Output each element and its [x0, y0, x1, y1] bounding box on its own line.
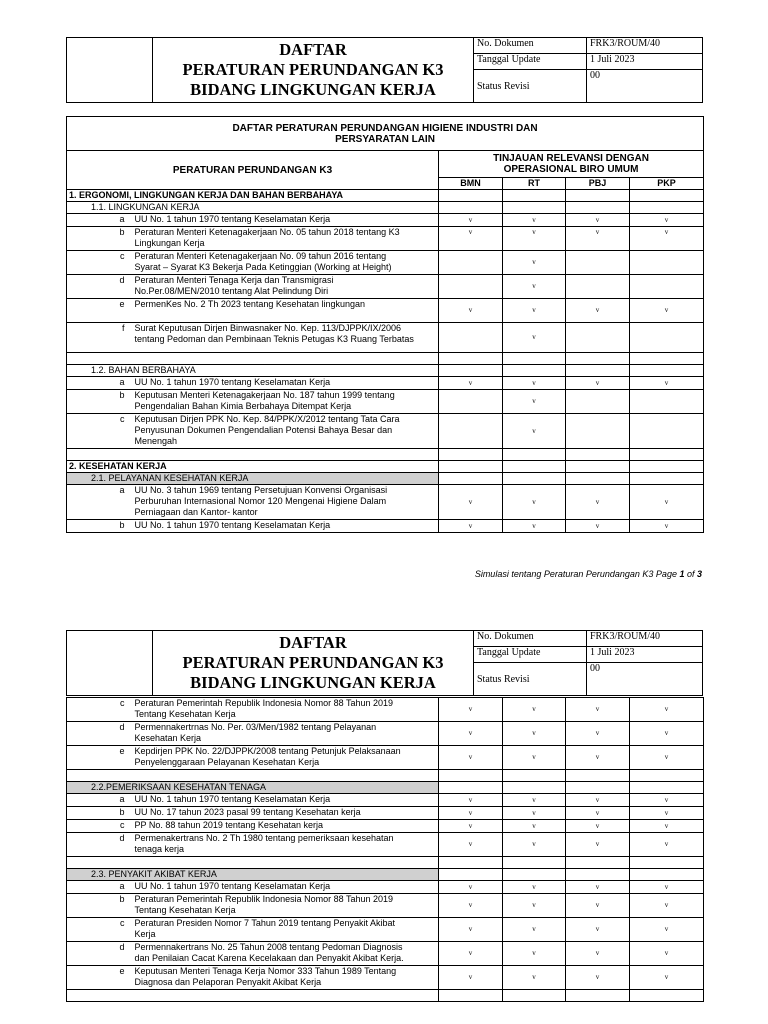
item-letter: b — [67, 520, 133, 533]
relevance-mark: v — [566, 807, 630, 820]
regulation-text — [133, 918, 439, 942]
regulation-line: Peraturan Menteri Ketenagakerjaan No. 09 tahun 2016 tentang — [134, 251, 387, 261]
regulation-line: UU No. 3 tahun 1969 tentang Persetujuan Konvensi Organisasi — [134, 485, 388, 495]
empty-cell — [133, 857, 439, 869]
relevance-mark: v — [439, 894, 503, 918]
regulation-row — [67, 390, 704, 414]
meta-value: 00 — [587, 70, 703, 103]
regulation-text — [133, 414, 439, 449]
regulation-table — [66, 116, 704, 533]
mark-cell — [503, 869, 566, 881]
empty-cell — [503, 353, 566, 365]
mark-cell — [630, 473, 704, 485]
empty-cell — [630, 770, 704, 782]
item-letter: a — [67, 794, 133, 807]
relevance-mark: v — [630, 807, 704, 820]
empty-cell — [67, 770, 133, 782]
relevance-mark: v — [439, 299, 503, 323]
mark-cell — [439, 473, 503, 485]
regulation-line: Permennakertrnas No. Per. 03/Men/1982 tentang Pelayanan — [134, 722, 377, 732]
relevance-mark: v — [503, 414, 566, 449]
relevance-mark: v — [503, 299, 566, 323]
empty-cell — [439, 353, 503, 365]
relevance-mark: v — [566, 520, 630, 533]
document-header — [66, 630, 703, 696]
empty-cell — [566, 857, 630, 869]
empty-cell — [439, 990, 503, 1002]
regulation-line: Kepdirjen PPK No. 22/DJPPK/2008 tentang Petunjuk Pelaksanaan — [134, 746, 401, 756]
relevance-mark: v — [566, 881, 630, 894]
regulation-row — [67, 881, 704, 894]
mark-cell — [503, 190, 566, 202]
empty-cell — [503, 770, 566, 782]
mark-cell — [630, 202, 704, 214]
item-letter: d — [67, 942, 133, 966]
regulation-row — [67, 214, 704, 227]
item-letter: e — [67, 966, 133, 990]
mark-cell — [503, 473, 566, 485]
relevance-mark: v — [439, 918, 503, 942]
relevance-mark: v — [630, 520, 704, 533]
regulation-line: tentang Pedoman dan Pembinaan Teknis Petugas K3 Ruang Terbatas — [134, 334, 414, 344]
regulation-text — [133, 214, 439, 227]
item-letter: d — [67, 722, 133, 746]
mark-cell — [439, 782, 503, 794]
regulation-line: Tentang Kesehatan Kerja — [134, 905, 236, 915]
regulation-row — [67, 942, 704, 966]
relevance-mark: v — [630, 794, 704, 807]
relevance-mark — [566, 323, 630, 353]
empty-cell — [503, 449, 566, 461]
empty-cell — [630, 857, 704, 869]
item-letter: b — [67, 807, 133, 820]
relevance-mark: v — [630, 820, 704, 833]
regulation-line: PP No. 88 tahun 2019 tentang Kesehatan kerja — [134, 820, 323, 830]
regulation-row — [67, 299, 704, 323]
logo-cell — [67, 631, 153, 696]
meta-value: 1 Juli 2023 — [587, 647, 703, 663]
regulation-text — [133, 820, 439, 833]
mark-cell — [630, 869, 704, 881]
item-letter: f — [67, 323, 133, 353]
empty-cell — [133, 990, 439, 1002]
relevance-mark: v — [630, 833, 704, 857]
empty-cell — [439, 449, 503, 461]
regulation-text — [133, 942, 439, 966]
empty-cell — [630, 990, 704, 1002]
relevance-mark: v — [439, 227, 503, 251]
mark-cell — [566, 461, 630, 473]
regulation-line: Permenakertrans No. 2 Th 1980 tentang pemeriksaan kesehatan — [134, 833, 394, 843]
regulation-row — [67, 894, 704, 918]
empty-cell — [630, 353, 704, 365]
subsection-heading: 1.2. BAHAN BERBAHAYA — [67, 365, 439, 377]
relevance-mark: v — [566, 485, 630, 520]
regulation-row — [67, 698, 704, 722]
relevance-mark: v — [630, 227, 704, 251]
relevance-mark: v — [439, 722, 503, 746]
relevance-mark: v — [566, 299, 630, 323]
regulation-row — [67, 833, 704, 857]
mark-cell — [630, 461, 704, 473]
mark-cell — [439, 202, 503, 214]
relevance-mark: v — [503, 485, 566, 520]
meta-label: No. Dokumen — [474, 38, 587, 54]
relevance-mark: v — [439, 942, 503, 966]
regulation-line: Syarat – Syarat K3 Bekerja Pada Ketinggian (Working at Height) — [134, 262, 392, 272]
mark-cell — [503, 202, 566, 214]
relevance-mark: v — [566, 918, 630, 942]
regulation-text — [133, 227, 439, 251]
regulation-line: Perburuhan Internasional Nomor 120 Mengenai Higiene Dalam — [134, 496, 387, 506]
empty-cell — [503, 857, 566, 869]
item-letter: c — [67, 820, 133, 833]
relevance-mark: v — [503, 966, 566, 990]
regulation-text — [133, 299, 439, 323]
relevance-mark: v — [566, 942, 630, 966]
relevance-mark — [630, 414, 704, 449]
relevance-mark: v — [503, 894, 566, 918]
relevance-mark: v — [439, 794, 503, 807]
empty-cell — [133, 770, 439, 782]
item-letter: b — [67, 227, 133, 251]
regulation-line: Permennakertrans No. 25 Tahun 2008 tentang Pedoman Diagnosis — [134, 942, 403, 952]
relevance-mark — [630, 390, 704, 414]
regulation-row — [67, 746, 704, 770]
empty-cell — [566, 449, 630, 461]
relevance-mark: v — [630, 214, 704, 227]
relevance-mark: v — [503, 918, 566, 942]
regulation-text — [133, 390, 439, 414]
section-heading: 1. ERGONOMI, LINGKUNGAN KERJA DAN BAHAN BERBAHAYA — [67, 190, 439, 202]
regulation-line: Lingkungan Kerja — [134, 238, 205, 248]
relevance-mark: v — [630, 894, 704, 918]
regulation-text — [133, 275, 439, 299]
regulation-row — [67, 323, 704, 353]
meta-label: Tanggal Update — [474, 647, 587, 663]
regulation-row — [67, 820, 704, 833]
meta-label: Tanggal Update — [474, 54, 587, 70]
regulation-line: Peraturan Pemerintah Republik Indonesia Nomor 88 Tahun 2019 — [134, 894, 393, 904]
regulation-line: Tentang Kesehatan Kerja — [134, 709, 236, 719]
relevance-mark: v — [503, 942, 566, 966]
empty-cell — [67, 353, 133, 365]
relevance-mark: v — [630, 918, 704, 942]
relevance-mark: v — [566, 722, 630, 746]
relevance-mark: v — [566, 966, 630, 990]
empty-cell — [67, 449, 133, 461]
relevance-mark: v — [566, 746, 630, 770]
empty-cell — [133, 449, 439, 461]
relevance-mark — [630, 323, 704, 353]
meta-value: FRK3/ROUM/40 — [587, 631, 703, 647]
relevance-mark: v — [630, 966, 704, 990]
regulation-text — [133, 520, 439, 533]
item-letter: a — [67, 881, 133, 894]
relevance-mark: v — [566, 820, 630, 833]
relevance-mark — [630, 275, 704, 299]
document-header — [66, 37, 703, 103]
relevance-mark: v — [439, 520, 503, 533]
meta-value: 00 — [587, 663, 703, 696]
regulation-line: Surat Keputusan Dirjen Binwasnaker No. Kep. 113/DJPPK/IX/2006 — [134, 323, 401, 333]
relevance-mark — [566, 251, 630, 275]
regulation-line: Keputusan Menteri Tenaga Kerja Nomor 333 Tahun 1989 Tentang — [134, 966, 397, 976]
relevance-mark: v — [566, 794, 630, 807]
relevance-mark: v — [503, 833, 566, 857]
relevance-mark: v — [439, 966, 503, 990]
relevance-mark: v — [503, 323, 566, 353]
item-letter: c — [67, 251, 133, 275]
relevance-mark: v — [439, 485, 503, 520]
mark-cell — [630, 190, 704, 202]
relevance-mark: v — [630, 881, 704, 894]
regulation-line: UU No. 1 tahun 1970 tentang Keselamatan Kerja — [134, 214, 331, 224]
regulation-text — [133, 807, 439, 820]
relevance-mark: v — [630, 377, 704, 390]
mark-cell — [439, 190, 503, 202]
regulation-line: UU No. 1 tahun 1970 tentang Keselamatan Kerja — [134, 520, 331, 530]
regulation-line: UU No. 17 tahun 2023 pasal 99 tentang Kesehatan kerja — [134, 807, 361, 817]
logo-cell — [67, 38, 153, 103]
regulation-row — [67, 275, 704, 299]
regulation-text — [133, 323, 439, 353]
meta-value: FRK3/ROUM/40 — [587, 38, 703, 54]
relevance-mark — [566, 390, 630, 414]
regulation-text — [133, 698, 439, 722]
relevance-mark: v — [503, 390, 566, 414]
regulation-line: UU No. 1 tahun 1970 tentang Keselamatan Kerja — [134, 794, 331, 804]
section-heading: 2. KESEHATAN KERJA — [67, 461, 439, 473]
empty-cell — [566, 990, 630, 1002]
meta-label: No. Dokumen — [474, 631, 587, 647]
relevance-mark: v — [439, 820, 503, 833]
regulation-line: Peraturan Pemerintah Republik Indonesia Nomor 88 Tahun 2019 — [134, 698, 393, 708]
relevance-mark: v — [566, 698, 630, 722]
regulation-line: Keputusan Menteri Ketenagakerjaan No. 187 tahun 1999 tentang — [134, 390, 395, 400]
unit-header: PKP — [630, 178, 704, 190]
mark-cell — [566, 190, 630, 202]
empty-cell — [503, 990, 566, 1002]
regulation-text — [133, 894, 439, 918]
regulation-text — [133, 881, 439, 894]
regulation-line: UU No. 1 tahun 1970 tentang Keselamatan Kerja — [134, 377, 331, 387]
regulation-line: PermenKes No. 2 Th 2023 tentang Kesehatan lingkungan — [134, 299, 365, 309]
item-letter: c — [67, 698, 133, 722]
item-letter: b — [67, 390, 133, 414]
empty-cell — [566, 353, 630, 365]
item-letter: a — [67, 485, 133, 520]
regulation-row — [67, 520, 704, 533]
regulation-line: Peraturan Menteri Tenaga Kerja dan Transmigrasi — [134, 275, 334, 285]
item-letter: a — [67, 214, 133, 227]
relevance-mark: v — [566, 833, 630, 857]
regulation-line: No.Per.08/MEN/2010 tentang Alat Pelindung Diri — [134, 286, 329, 296]
mark-cell — [503, 461, 566, 473]
regulation-line: tenaga kerja — [134, 844, 185, 854]
empty-cell — [630, 449, 704, 461]
regulation-row — [67, 918, 704, 942]
regulation-line: Penyusunan Dokumen Pengendalian Potensi Bahaya Besar dan — [134, 425, 393, 435]
item-letter: e — [67, 746, 133, 770]
regulation-row — [67, 377, 704, 390]
relevance-mark: v — [503, 520, 566, 533]
relevance-mark: v — [503, 377, 566, 390]
regulation-text — [133, 966, 439, 990]
regulation-text — [133, 722, 439, 746]
regulation-row — [67, 794, 704, 807]
regulation-line — [135, 310, 437, 321]
mark-cell — [630, 782, 704, 794]
subsection-heading: 2.2.PEMERIKSAAN KESEHATAN TENAGA — [67, 782, 439, 794]
empty-cell — [566, 770, 630, 782]
empty-cell — [133, 353, 439, 365]
regulation-line: Keputusan Dirjen PPK No. Kep. 84/PPK/X/2012 tentang Tata Cara — [134, 414, 400, 424]
relevance-mark: v — [566, 377, 630, 390]
relevance-mark: v — [630, 299, 704, 323]
relevance-mark — [439, 414, 503, 449]
mark-cell — [439, 869, 503, 881]
empty-cell — [67, 990, 133, 1002]
mark-cell — [566, 473, 630, 485]
mark-cell — [439, 365, 503, 377]
relevance-mark: v — [630, 485, 704, 520]
meta-value: 1 Juli 2023 — [587, 54, 703, 70]
empty-cell — [67, 857, 133, 869]
regulation-text — [133, 746, 439, 770]
regulation-text — [133, 377, 439, 390]
relevance-mark: v — [503, 807, 566, 820]
mark-cell — [503, 365, 566, 377]
subsection-heading: 2.1. PELAYANAN KESEHATAN KERJA — [67, 473, 439, 485]
relevance-mark — [630, 251, 704, 275]
empty-cell — [439, 857, 503, 869]
regulation-line: Menengah — [134, 436, 178, 446]
relevance-mark: v — [503, 881, 566, 894]
relevance-mark: v — [439, 807, 503, 820]
mark-cell — [566, 202, 630, 214]
regulation-row — [67, 722, 704, 746]
relevance-mark: v — [439, 746, 503, 770]
page-footer: Simulasi tentang Peraturan Perundangan K3 Page 1 of 3 — [474, 569, 702, 579]
regulation-line: Kesehatan Kerja — [134, 733, 202, 743]
document-title: DAFTAR PERATURAN PERUNDANGAN K3 BIDANG LINGKUNGAN KERJA — [153, 631, 474, 696]
relevance-mark: v — [503, 746, 566, 770]
relevance-mark: v — [566, 214, 630, 227]
relevance-mark: v — [439, 214, 503, 227]
item-letter: d — [67, 833, 133, 857]
relevance-mark: v — [439, 698, 503, 722]
regulation-line: UU No. 1 tahun 1970 tentang Keselamatan Kerja — [134, 881, 331, 891]
document-title: DAFTAR PERATURAN PERUNDANGAN K3 BIDANG LINGKUNGAN KERJA — [153, 38, 474, 103]
regulation-line: Kerja — [134, 929, 156, 939]
item-letter: e — [67, 299, 133, 323]
regulation-row — [67, 807, 704, 820]
regulation-line: Perniagaan dan Kantor- kantor — [134, 507, 258, 517]
regulation-row — [67, 966, 704, 990]
column-review-header: TINJAUAN RELEVANSI DENGAN OPERASIONAL BIRO UMUM — [439, 151, 704, 178]
relevance-mark: v — [630, 722, 704, 746]
meta-label: Status Revisi — [474, 70, 587, 103]
unit-header: BMN — [439, 178, 503, 190]
relevance-mark: v — [630, 942, 704, 966]
regulation-row — [67, 485, 704, 520]
regulation-row — [67, 251, 704, 275]
relevance-mark — [566, 414, 630, 449]
relevance-mark — [439, 390, 503, 414]
table-title: DAFTAR PERATURAN PERUNDANGAN HIGIENE INDUSTRI DAN PERSYARATAN LAIN — [67, 117, 704, 151]
relevance-mark: v — [439, 881, 503, 894]
relevance-mark — [439, 251, 503, 275]
regulation-text — [133, 251, 439, 275]
mark-cell — [566, 782, 630, 794]
regulation-line: Pengendalian Bahan Kimia Berbahaya Ditempat Kerja — [134, 401, 352, 411]
mark-cell — [566, 869, 630, 881]
relevance-mark: v — [630, 698, 704, 722]
item-letter: c — [67, 414, 133, 449]
relevance-mark: v — [503, 794, 566, 807]
relevance-mark — [566, 275, 630, 299]
relevance-mark: v — [566, 227, 630, 251]
relevance-mark: v — [439, 377, 503, 390]
relevance-mark: v — [503, 820, 566, 833]
unit-header: PBJ — [566, 178, 630, 190]
relevance-mark: v — [503, 251, 566, 275]
regulation-text — [133, 794, 439, 807]
relevance-mark: v — [566, 894, 630, 918]
regulation-text — [133, 485, 439, 520]
relevance-mark: v — [630, 746, 704, 770]
regulation-table — [66, 697, 704, 1002]
regulation-row — [67, 227, 704, 251]
relevance-mark: v — [503, 214, 566, 227]
item-letter: a — [67, 377, 133, 390]
regulation-text — [133, 833, 439, 857]
regulation-line: Penyelenggaraan Pelayanan Kesehatan Kerja — [134, 757, 320, 767]
regulation-line: Diagnosa dan Pelaporan Penyakit Akibat Kerja — [134, 977, 322, 987]
mark-cell — [630, 365, 704, 377]
item-letter: d — [67, 275, 133, 299]
subsection-heading: 2.3. PENYAKIT AKIBAT KERJA — [67, 869, 439, 881]
relevance-mark: v — [503, 698, 566, 722]
relevance-mark: v — [503, 275, 566, 299]
relevance-mark: v — [503, 722, 566, 746]
unit-header: RT — [503, 178, 566, 190]
column-regulation-header: PERATURAN PERUNDANGAN K3 — [67, 151, 439, 190]
regulation-line: Peraturan Presiden Nomor 7 Tahun 2019 tentang Penyakit Akibat — [134, 918, 396, 928]
relevance-mark — [439, 323, 503, 353]
mark-cell — [503, 782, 566, 794]
item-letter: b — [67, 894, 133, 918]
mark-cell — [566, 365, 630, 377]
empty-cell — [439, 770, 503, 782]
regulation-row — [67, 414, 704, 449]
relevance-mark: v — [439, 833, 503, 857]
relevance-mark: v — [503, 227, 566, 251]
regulation-line: Peraturan Menteri Ketenagakerjaan No. 05 tahun 2018 tentang K3 — [134, 227, 400, 237]
relevance-mark — [439, 275, 503, 299]
regulation-line: dan Penilaian Cacat Karena Kecelakaan dan Penyakit Akibat Kerja. — [134, 953, 404, 963]
mark-cell — [439, 461, 503, 473]
meta-label: Status Revisi — [474, 663, 587, 696]
subsection-heading: 1.1. LINGKUNGAN KERJA — [67, 202, 439, 214]
item-letter: c — [67, 918, 133, 942]
